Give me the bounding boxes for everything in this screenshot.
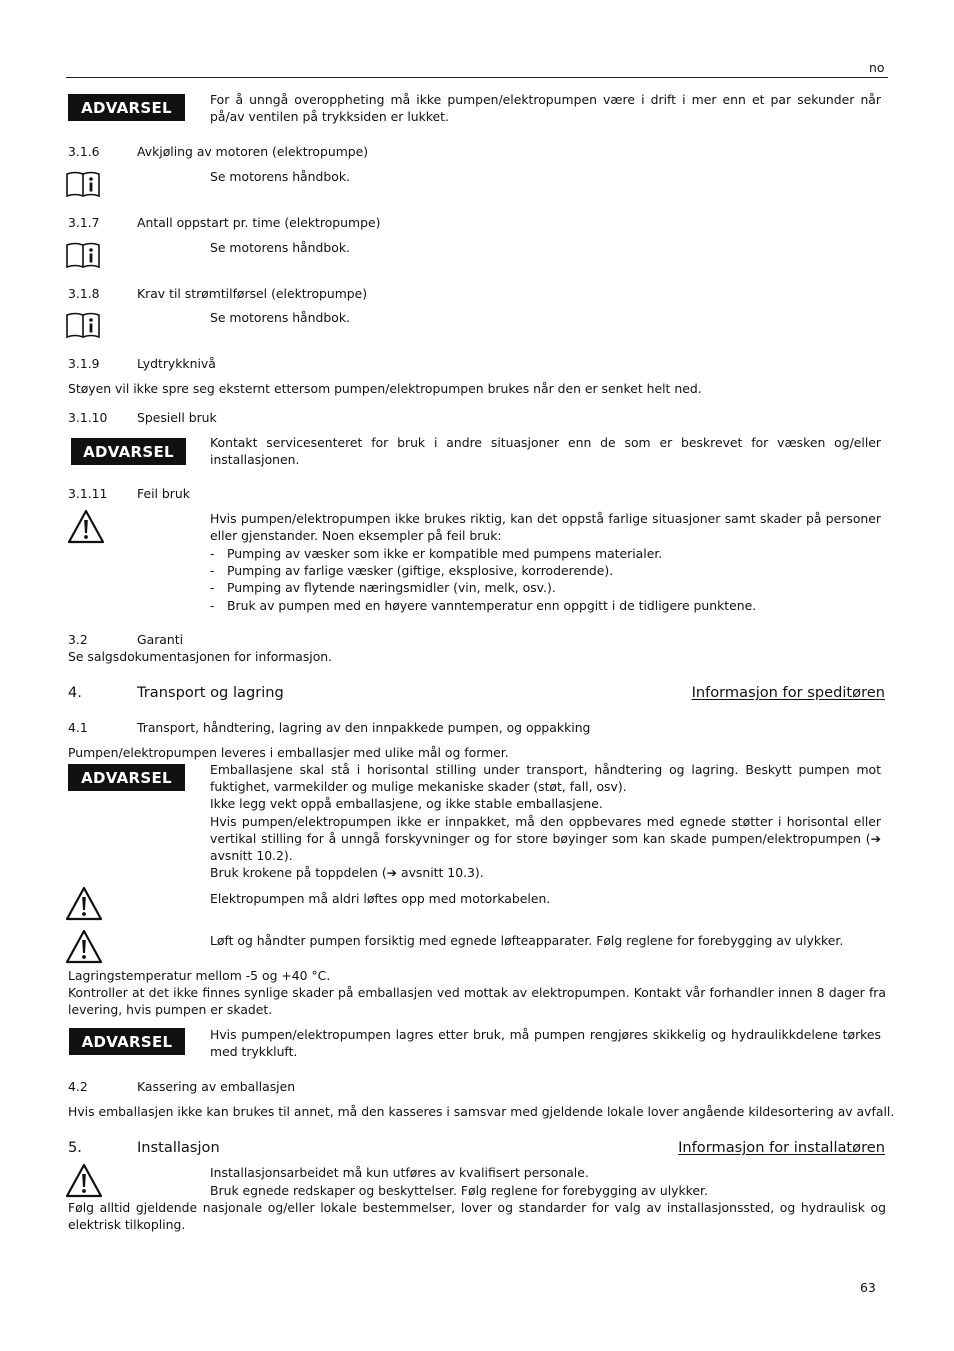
- section-number: 3.1.11: [68, 486, 108, 501]
- section-title: Spesiell bruk: [137, 410, 217, 425]
- section-title: Avkjøling av motoren (elektropumpe): [137, 144, 369, 159]
- warning-badge: ADVARSEL: [69, 1028, 185, 1055]
- hazard-text: Elektropumpen må aldri løftes opp med motorkabelen.: [210, 891, 551, 906]
- manual-info-icon: [65, 241, 101, 270]
- chapter-title: Installasjon: [137, 1139, 220, 1156]
- section-text: Støyen vil ikke spre seg eksternt ettersom pumpen/elektropumpen brukes når den er senket helt ned.: [68, 381, 702, 396]
- warning-triangle-icon: [65, 886, 103, 922]
- warning-badge: ADVARSEL: [71, 438, 186, 465]
- section-intro: Pumpen/elektropumpen leveres i emballasjer med ulike mål og former.: [68, 745, 509, 760]
- section-number: 4.1: [68, 720, 88, 735]
- list-item: - Pumping av flytende næringsmidler (vin, melk, osv.).: [210, 579, 881, 596]
- manual-info-icon: [65, 311, 101, 340]
- chapter-number: 5.: [68, 1139, 82, 1156]
- section-title: Lydtrykknivå: [137, 356, 216, 371]
- manual-info-icon: [65, 170, 101, 199]
- warning-text: Kontakt servicesenteret for bruk i andre situasjoner enn de som er beskrevet for væsken og/eller installasjonen.: [210, 435, 881, 468]
- chapter-title: Transport og lagring: [137, 684, 284, 701]
- section-title: Garanti: [137, 632, 184, 647]
- warning-triangle-icon: [65, 929, 103, 965]
- warning-line: Ikke legg vekt oppå emballasjene, og ikke stable emballasjene.: [210, 796, 603, 812]
- warning-text-block: [210, 761, 881, 881]
- misuse-list: [210, 545, 881, 614]
- list-item: - Bruk av pumpen med en høyere vanntemperatur enn oppgitt i de tidligere punktene.: [210, 597, 881, 614]
- section-text: Se salgsdokumentasjonen for informasjon.: [68, 649, 333, 664]
- section-text: Se motorens håndbok.: [210, 169, 350, 184]
- warning-text: For å unngå overoppheting må ikke pumpen/elektropumpen være i drift i mer enn et par sekunder når på/av ventilen på trykksiden er lukket.: [210, 92, 881, 125]
- section-text: Se motorens håndbok.: [210, 240, 350, 255]
- warning-badge: ADVARSEL: [68, 94, 185, 121]
- page-number: 63: [860, 1280, 876, 1295]
- hazard-text: Installasjonsarbeidet må kun utføres av kvalifisert personale.: [210, 1165, 589, 1180]
- warning-triangle-icon: [67, 509, 105, 545]
- storage-temperature: Lagringstemperatur mellom -5 og +40 °C.: [68, 968, 331, 983]
- section-number: 3.1.7: [68, 215, 100, 230]
- audience-link: Informasjon for installatøren: [678, 1139, 885, 1156]
- header-rule: [66, 77, 888, 78]
- section-text: Hvis emballasjen ikke kan brukes til annet, må den kasseres i samsvar med gjeldende lokale lover angående kildesortering av avfall.: [68, 1104, 895, 1119]
- section-title: Feil bruk: [137, 486, 190, 501]
- warning-triangle-icon: [65, 1163, 103, 1199]
- warning-line: Emballasjene skal stå i horisontal stilling under transport, håndtering og lagring. Beskytt pumpen mot fuktighet, varmekilder og mulige mekaniske skader (støt, fall, osv).: [210, 762, 881, 795]
- hazard-text: Løft og håndter pumpen forsiktig med egnede løfteapparater. Følg reglene for forebygging av ulykker.: [210, 933, 844, 948]
- hazard-text: Bruk egnede redskaper og beskyttelser. Følg reglene for forebygging av ulykker.: [210, 1183, 708, 1198]
- section-text: Kontroller at det ikke finnes synlige skader på emballasjen ved mottak av elektropumpen. Kontakt vår forhandler innen 8 dager fra levering, hvis pumpen er skadet.: [68, 985, 886, 1018]
- section-number: 3.1.6: [68, 144, 100, 159]
- chapter-number: 4.: [68, 684, 82, 701]
- section-intro: Hvis pumpen/elektropumpen ikke brukes riktig, kan det oppstå farlige situasjoner samt skader på personer eller gjenstander. Noen eksempler på feil bruk:: [210, 511, 881, 544]
- section-number: 3.1.9: [68, 356, 100, 371]
- section-title: Antall oppstart pr. time (elektropumpe): [137, 215, 381, 230]
- list-item: - Pumping av væsker som ikke er kompatible med pumpens materialer.: [210, 545, 881, 562]
- warning-badge: ADVARSEL: [68, 764, 185, 791]
- section-text: Se motorens håndbok.: [210, 310, 350, 325]
- warning-line: Bruk krokene på toppdelen (➔ avsnitt 10.3).: [210, 865, 484, 881]
- section-text: Følg alltid gjeldende nasjonale og/eller lokale bestemmelser, lover og standarder for valg av installasjonssted, og hydraulisk og elektrisk tilkopling.: [68, 1200, 886, 1233]
- section-title: Krav til strømtilførsel (elektropumpe): [137, 286, 368, 301]
- warning-text: Hvis pumpen/elektropumpen lagres etter bruk, må pumpen rengjøres skikkelig og hydraulikkdelene tørkes med trykkluft.: [210, 1027, 881, 1060]
- section-number: 4.2: [68, 1079, 88, 1094]
- section-number: 3.2: [68, 632, 88, 647]
- section-number: 3.1.8: [68, 286, 100, 301]
- section-title: Transport, håndtering, lagring av den innpakkede pumpen, og oppakking: [137, 720, 591, 735]
- section-title: Kassering av emballasjen: [137, 1079, 296, 1094]
- warning-line: Hvis pumpen/elektropumpen ikke er innpakket, må den oppbevares med egnede støtter i horisontal eller vertikal stilling for å unngå forskyvninger og for store bøyinger som kan skade pumpen/elektropumpen (➔ avsnitt 10.2).: [210, 813, 881, 864]
- section-number: 3.1.10: [68, 410, 108, 425]
- language-code: no: [869, 60, 885, 75]
- audience-link: Informasjon for speditøren: [691, 684, 885, 701]
- list-item: - Pumping av farlige væsker (giftige, eksplosive, korroderende).: [210, 562, 881, 579]
